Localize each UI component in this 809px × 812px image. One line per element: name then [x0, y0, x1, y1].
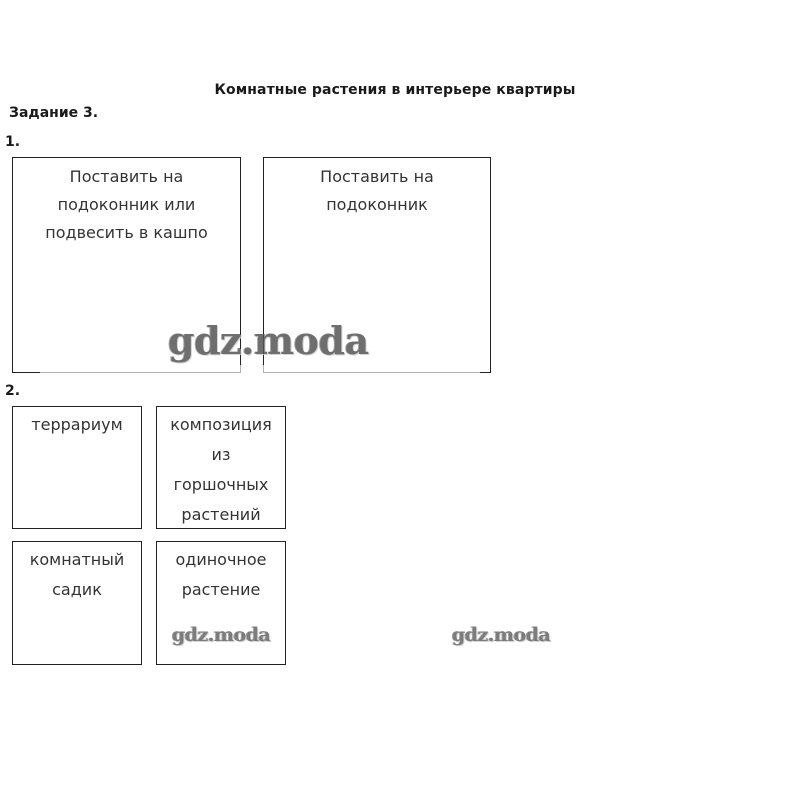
task-label: Задание 3. [9, 105, 99, 121]
answer-box-2-1 [12, 406, 142, 529]
section-1-number: 1. [5, 134, 21, 150]
answer-box-1-2-text: Поставить на подоконник [320, 167, 434, 214]
answer-box-2-4-text: одиночное растение [175, 550, 267, 599]
answer-box-2-3-text: комнатный садик [29, 550, 125, 599]
watermark-small-2: gdz.moda [452, 624, 551, 646]
section-2-number: 2. [5, 383, 21, 399]
answer-box-2-3 [12, 541, 142, 665]
watermark-main: gdz.moda [168, 318, 369, 363]
answer-box-2-1-text: террариум [31, 415, 123, 434]
answer-box-1-1-text: Поставить на подоконник или подвесить в кашпо [45, 167, 208, 242]
page-title: Комнатные растения в интерьере квартиры [214, 82, 576, 98]
watermark-small-1: gdz.moda [172, 624, 271, 646]
answer-box-2-2 [156, 406, 286, 529]
answer-box-2-2-text: композиция из горшочных растений [170, 415, 272, 524]
watermark-smear [40, 365, 480, 377]
answer-box-2-4 [156, 541, 286, 665]
